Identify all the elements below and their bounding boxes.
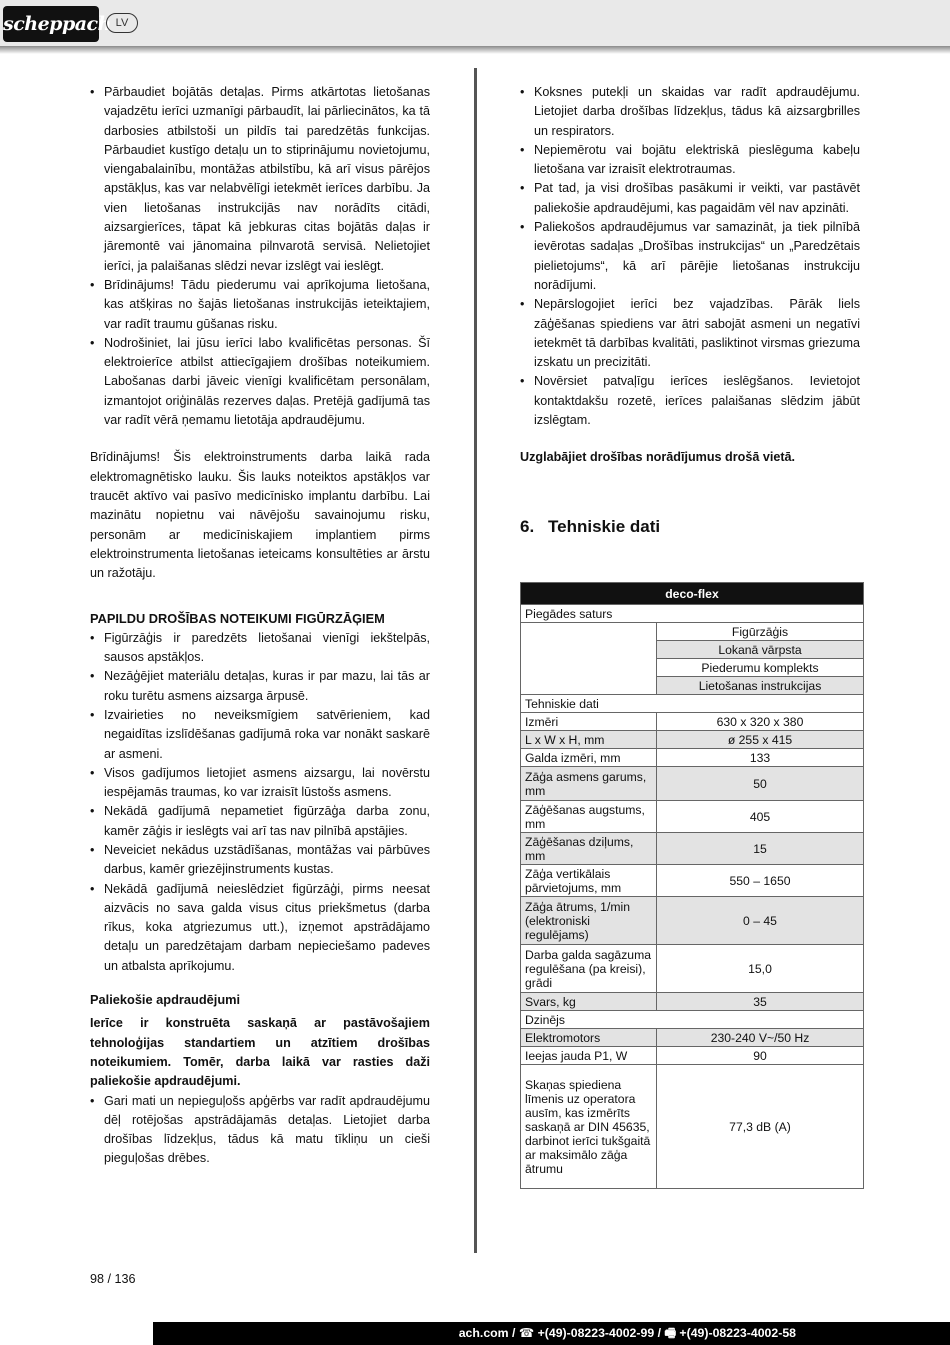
spec-value: 630 x 320 x 380 bbox=[657, 713, 864, 731]
scroll-saw-rules-list bbox=[90, 629, 430, 976]
spec-key: Zāģa ātrums, 1/min (elektroniski regulējams) bbox=[521, 897, 657, 945]
list-item: • Brīdinājums! Tādu piederumu vai aprīkojuma lietošana, kas atšķiras no šajās lietošanas instrukcijās ieteiktajiem, var radīt traumu gūšanas risku. bbox=[90, 276, 430, 334]
spec-key: Zāģa asmens garums, mm bbox=[521, 767, 657, 801]
table-row bbox=[521, 945, 864, 993]
table-row bbox=[521, 731, 864, 749]
list-item: • Pat tad, ja visi drošības pasākumi ir veikti, var pastāvēt paliekošie apdraudējumi, kas pagaidām vēl nav apzināti. bbox=[520, 179, 860, 218]
spec-value: 230-240 V~/50 Hz bbox=[657, 1029, 864, 1047]
page-footer bbox=[0, 1322, 950, 1345]
list-item: • Paliekošos apdraudējumus var samazināt, ja tiek pilnībā ievērotas sadaļas „Drošības instrukcijas“ un „Paredzētais pielietojums“, kā arī pārējie lietošanas instrukciju norādījumi. bbox=[520, 218, 860, 295]
table-row bbox=[521, 767, 864, 801]
delivery-item: Figūrzāģis bbox=[657, 623, 864, 641]
section-number: 6. bbox=[520, 516, 535, 536]
list-item: • Neveiciet nekādus uzstādīšanas, montāžas vai pārbūves darbus, kamēr griezējinstruments kustas. bbox=[90, 841, 430, 880]
spec-value: 550 – 1650 bbox=[657, 865, 864, 897]
table-row bbox=[521, 713, 864, 731]
table-row bbox=[521, 1047, 864, 1065]
footer-contact: ach.com / ☎ +(49)-08223-4002-99 / 🖷 +(49)-08223-4002-58 bbox=[458, 1326, 796, 1340]
technical-data-table bbox=[520, 582, 864, 1189]
spec-key: Skaņas spiediena līmenis uz operatora ausīm, kas izmērīts saskaņā ar DIN 45635, darbinot ierīci tukšgaitā ar maksimālo zāģa ātrumu bbox=[521, 1065, 657, 1189]
list-item: • Nodrošiniet, lai jūsu ierīci labo kvalificētas personas. Šī elektroierīce atbilst attiecīgajiem drošības noteikumiem. Labošanas darbi jāveic vienīgi kvalificētam personālam, izmantojot oriģinālās rezerves daļas. Pretējā gadījumā tas var radīt vērā ņemamu lietotāja apdraudējumu. bbox=[90, 334, 430, 430]
spec-value: ø 255 x 415 bbox=[657, 731, 864, 749]
header-shadow bbox=[0, 46, 950, 54]
spec-value: 50 bbox=[657, 767, 864, 801]
table-model-header: deco-flex bbox=[521, 583, 864, 605]
spec-key: Ieejas jauda P1, W bbox=[521, 1047, 657, 1065]
spec-key: Izmēri bbox=[521, 713, 657, 731]
list-item: • Gari mati un nepieguļošs apģērbs var radīt apdraudējumu dēļ rotējošas apstrādājamās detaļas. Lietojiet darba drošības līdzekļus, tādus kā matu tīkliņu un cieši pieguļošas drēbes. bbox=[90, 1092, 430, 1169]
list-item: • Nepiemērotu vai bojātu elektriskā pieslēguma kabeļu lietošana var izraisīt elektrotraumas. bbox=[520, 141, 860, 180]
list-item: • Nekādā gadījumā nepametiet figūrzāģa darba zonu, kamēr zāģis ir ieslēgts vai arī tas nav pilnībā apstājies. bbox=[90, 802, 430, 841]
residual-risks-intro: Ierīce ir konstruēta saskaņā ar pastāvošajiem tehnoloģijas standartiem un atzītiem drošības noteikumiem. Tomēr, darba laikā var rasties daži paliekošie apdraudējumi. bbox=[90, 1016, 430, 1089]
spec-value: 0 – 45 bbox=[657, 897, 864, 945]
scheppach-logo: scheppach bbox=[3, 6, 99, 42]
spec-value: 15 bbox=[657, 833, 864, 865]
list-item: • Pārbaudiet bojātās detaļas. Pirms atkārtotas lietošanas vajadzētu ierīci uzmanīgi pārbaudīt, lai pārliecinātos, ka tā darbosies atbilstoši un pildīs tai paredzētās funkcijas. Pārbaudiet kustīgo detaļu un to stiprinājumu novietojumu, viengabalainību, montāžas atbilstību, kā arī visus pārējos apstākļus, kas var nelabvēlīgi ietekmēt ierīces darbību. Ja vien lietošanas instrukcijās nav norādīts citādi, aizsargierīces, tāpat kā jebkuras citas bojātās daļas ir jāremontē vai jānomaina pilnvarotā servisā. Nelietojiet ierīci, ja palaišanas slēdzi nevar izslēgt vai ieslēgt. bbox=[90, 83, 430, 276]
table-row bbox=[521, 1029, 864, 1047]
list-item: • Nepārslogojiet ierīci bez vajadzības. Pārāk liels zāģēšanas spiediens var ātri sabojāt asmeni un negatīvi ietekmēt tā darbības kvalitāti, pasliktinot virsmas griezuma izskatu un precizitāti. bbox=[520, 295, 860, 372]
delivery-blank-cell bbox=[521, 623, 657, 695]
spec-key: Zāģēšanas augstums, mm bbox=[521, 801, 657, 833]
list-item: • Izvairieties no neveiksmīgiem satvērieniem, kad negaidītas izslīdēšanas gadījumā roka var nonākt saskarē ar asmeni. bbox=[90, 706, 430, 764]
delivery-item: Piederumu komplekts bbox=[657, 659, 864, 677]
safety-list bbox=[90, 83, 430, 430]
column-divider bbox=[474, 68, 477, 1253]
residual-risks-heading: Paliekošie apdraudējumi bbox=[90, 992, 241, 1008]
table-row bbox=[521, 865, 864, 897]
table-row bbox=[521, 993, 864, 1011]
table-row bbox=[521, 833, 864, 865]
list-item: • Novērsiet patvaļīgu ierīces ieslēgšanos. Ievietojot kontaktdakšu rozetē, ierīces palaišanas slēdzim jābūt izslēgtam. bbox=[520, 372, 860, 430]
list-item: • Figūrzāģis ir paredzēts lietošanai vienīgi iekštelpās, sausos apstākļos. bbox=[90, 629, 430, 668]
spec-value: 35 bbox=[657, 993, 864, 1011]
footer-left-block bbox=[0, 1322, 153, 1345]
page-header bbox=[0, 0, 950, 50]
spec-value: 77,3 dB (A) bbox=[657, 1065, 864, 1189]
section-heading bbox=[520, 516, 860, 538]
delivery-label: Piegādes saturs bbox=[521, 605, 864, 623]
right-column bbox=[520, 83, 860, 538]
extra-safety-heading: PAPILDU DROŠĪBAS NOTEIKUMI FIGŪRZĀĢIEM bbox=[90, 611, 385, 627]
list-item: • Koksnes putekļi un skaidas var radīt apdraudējumu. Lietojiet darba drošības līdzekļus, tādus kā aizsargbrilles un respirators. bbox=[520, 83, 860, 141]
table-row bbox=[521, 1065, 864, 1189]
spec-value: 133 bbox=[657, 749, 864, 767]
spec-value: 90 bbox=[657, 1047, 864, 1065]
residual-risks-list bbox=[90, 1092, 430, 1169]
spec-key: L x W x H, mm bbox=[521, 731, 657, 749]
spec-key: Elektromotors bbox=[521, 1029, 657, 1047]
section-title: Tehniskie dati bbox=[548, 516, 661, 536]
spec-key: Svars, kg bbox=[521, 993, 657, 1011]
table-row bbox=[521, 897, 864, 945]
left-column bbox=[90, 83, 430, 1169]
table-row bbox=[521, 749, 864, 767]
spec-value: 405 bbox=[657, 801, 864, 833]
spec-key: Zāģēšanas dziļums, mm bbox=[521, 833, 657, 865]
language-badge: LV bbox=[106, 13, 138, 33]
list-item: • Nekādā gadījumā neieslēdziet figūrzāģi, pirms neesat aizvācis no sava galda visus citus priekšmetus (darba rīkus, koka atgriezumus utt.), izņemot apstrādājamo detaļu un paredzētajam darbam nepieciešamo padeves un atbalsta aprīkojumu. bbox=[90, 880, 430, 976]
tech-label: Tehniskie dati bbox=[521, 695, 864, 713]
emf-warning: Brīdinājums! Šis elektroinstruments darba laikā rada elektromagnētisko lauku. Šis lauks noteiktos apstākļos var traucēt aktīvo vai pasīvo medicīnisko implantu darbību. Lai mazinātu nopietnu vai nāvējošu savainojumu risku, personām ar medicīniskajiem implantiem pirms elektroinstrumenta lietošanas ieteicams konsultēties ar ārstu un ražotāju. bbox=[90, 450, 430, 581]
spec-key: Zāģa vertikālais pārvietojums, mm bbox=[521, 865, 657, 897]
spec-value: 15,0 bbox=[657, 945, 864, 993]
delivery-item: Lokanā vārpsta bbox=[657, 641, 864, 659]
spec-key: Darba galda sagāzuma regulēšana (pa kreisi), grādi bbox=[521, 945, 657, 993]
page-number: 98 / 136 bbox=[90, 1272, 136, 1286]
spec-key: Galda izmēri, mm bbox=[521, 749, 657, 767]
keep-instructions-note: Uzglabājiet drošības norādījumus drošā vietā. bbox=[520, 450, 796, 465]
delivery-item: Lietošanas instrukcijas bbox=[657, 677, 864, 695]
residual-risks-list-continued bbox=[520, 83, 860, 430]
motor-label: Dzinējs bbox=[521, 1011, 864, 1029]
list-item: • Nezāģējiet materiālu detaļas, kuras ir par mazu, lai tās ar roku turētu asmens aizsarga ārpusē. bbox=[90, 667, 430, 706]
list-item: • Visos gadījumos lietojiet asmens aizsargu, lai novērstu iespējamās traumas, ko var izraisīt lūstošs asmens. bbox=[90, 764, 430, 803]
table-row bbox=[521, 801, 864, 833]
